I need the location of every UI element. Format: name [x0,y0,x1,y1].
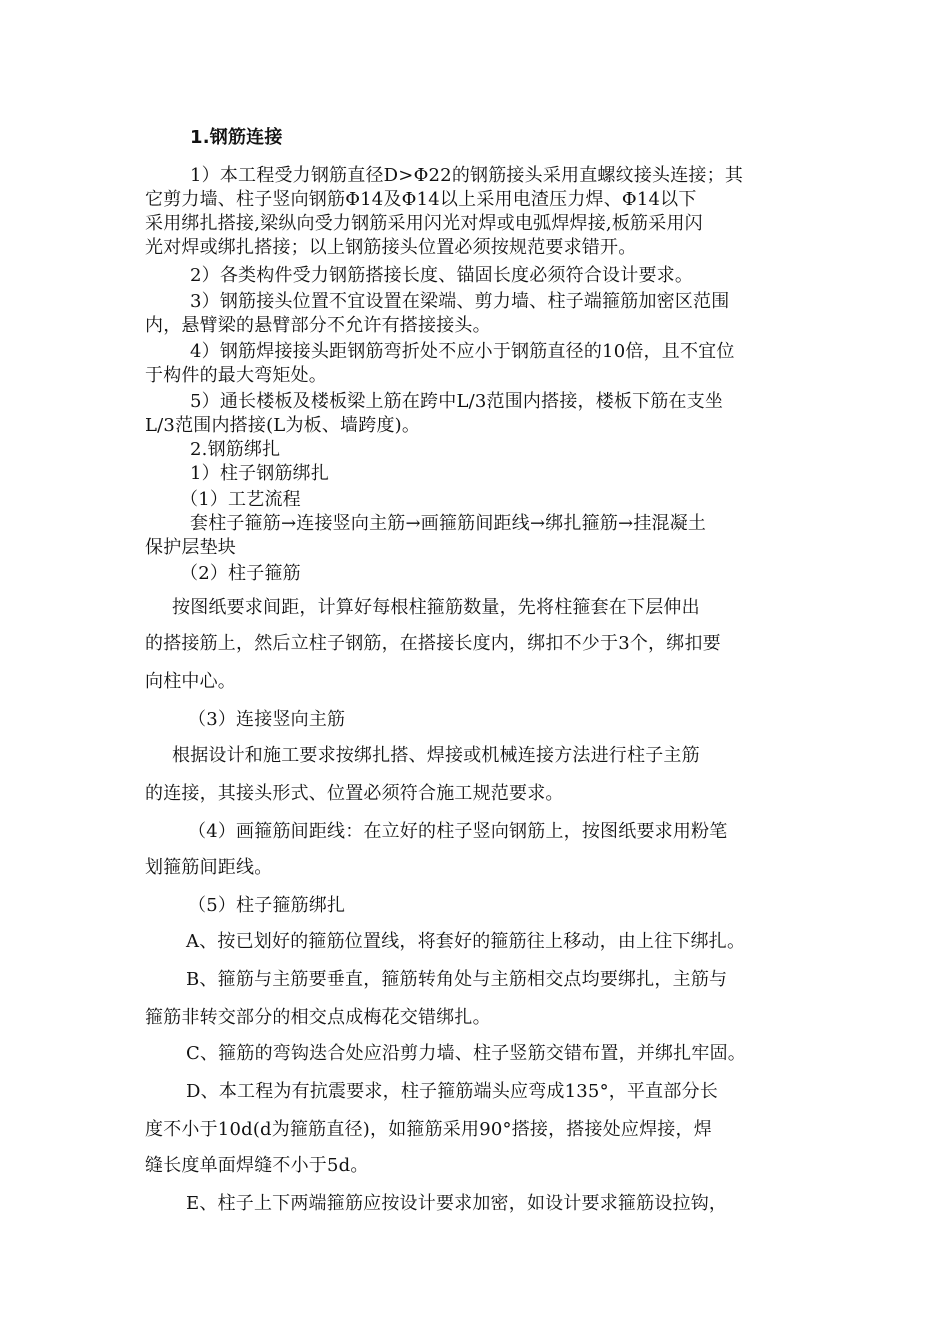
paragraph-line: 的连接，其接头形式、位置必须符合施工规范要求。 [145,783,564,804]
subsection-heading: （2）柱子箍筋 [180,563,301,584]
paragraph-line: L/3范围内搭接(L为板、墙跨度)。 [145,415,421,436]
paragraph-line: 套柱子箍筋→连接竖向主筋→画箍筋间距线→绑扎箍筋→挂混凝土 [190,513,707,534]
paragraph-line: 5）通长楼板及楼板梁上筋在跨中L/3范围内搭接，楼板下筋在支坐 [190,391,724,412]
paragraph-line: D、本工程为有抗震要求，柱子箍筋端头应弯成135°，平直部分长 [186,1081,718,1102]
paragraph-line: 3）钢筋接头位置不宜设置在梁端、剪力墙、柱子端箍筋加密区范围 [190,291,730,312]
paragraph-line: A、按已划好的箍筋位置线，将套好的箍筋往上移动，由上往下绑扎。 [186,931,746,952]
paragraph-line: 划箍筋间距线。 [145,857,273,878]
paragraph-line: 的搭接筋上，然后立柱子钢筋，在搭接长度内，绑扣不少于3个，绑扣要 [145,633,721,654]
paragraph-line: 缝长度单面焊缝不小于5d。 [145,1155,369,1176]
section-heading-rebar-binding: 2.钢筋绑扎 [190,439,281,460]
paragraph-line: 按图纸要求间距，计算好每根柱箍筋数量，先将柱箍套在下层伸出 [172,597,700,618]
paragraph-line: （4）画箍筋间距线：在立好的柱子竖向钢筋上，按图纸要求用粉笔 [188,821,728,842]
paragraph-line: 光对焊或绑扎搭接；以上钢筋接头位置必须按规范要求错开。 [145,237,637,258]
subsection-heading: （3）连接竖向主筋 [188,709,346,730]
subsection-heading: （5）柱子箍筋绑扎 [188,895,346,916]
paragraph-line: 采用绑扎搭接,梁纵向受力钢筋采用闪光对焊或电弧焊焊接,板筋采用闪 [145,213,703,234]
paragraph-line: 它剪力墙、柱子竖向钢筋Φ14及Φ14以上采用电渣压力焊、Φ14以下 [145,189,697,210]
section-heading-rebar-connection: 1.钢筋连接 [190,127,283,148]
paragraph-line: 2）各类构件受力钢筋搭接长度、锚固长度必须符合设计要求。 [190,265,694,286]
paragraph-line: 于构件的最大弯矩处。 [145,365,327,386]
subsection-heading: 1）柱子钢筋绑扎 [190,463,330,484]
paragraph-line: 保护层垫块 [145,537,236,558]
paragraph-line: B、箍筋与主筋要垂直，箍筋转角处与主筋相交点均要绑扎，主筋与 [186,969,728,990]
paragraph-line: 4）钢筋焊接接头距钢筋弯折处不应小于钢筋直径的10倍，且不宜位 [190,341,735,362]
subsection-heading: （1）工艺流程 [180,489,301,510]
paragraph-line: C、箍筋的弯钩迭合处应沿剪力墙、柱子竖筋交错布置，并绑扎牢固。 [186,1043,746,1064]
paragraph-line: 1）本工程受力钢筋直径D>Φ22的钢筋接头采用直螺纹接头连接；其 [190,165,744,186]
paragraph-line: 向柱中心。 [145,671,236,692]
paragraph-line: 箍筋非转交部分的相交点成梅花交错绑扎。 [145,1007,491,1028]
paragraph-line: 根据设计和施工要求按绑扎搭、焊接或机械连接方法进行柱子主筋 [172,745,700,766]
paragraph-line: E、柱子上下两端箍筋应按设计要求加密，如设计要求箍筋设拉钩， [186,1193,728,1214]
paragraph-line: 度不小于10d(d为箍筋直径)，如箍筋采用90°搭接，搭接处应焊接，焊 [145,1119,712,1140]
paragraph-line: 内，悬臂梁的悬臂部分不允许有搭接接头。 [145,315,491,336]
